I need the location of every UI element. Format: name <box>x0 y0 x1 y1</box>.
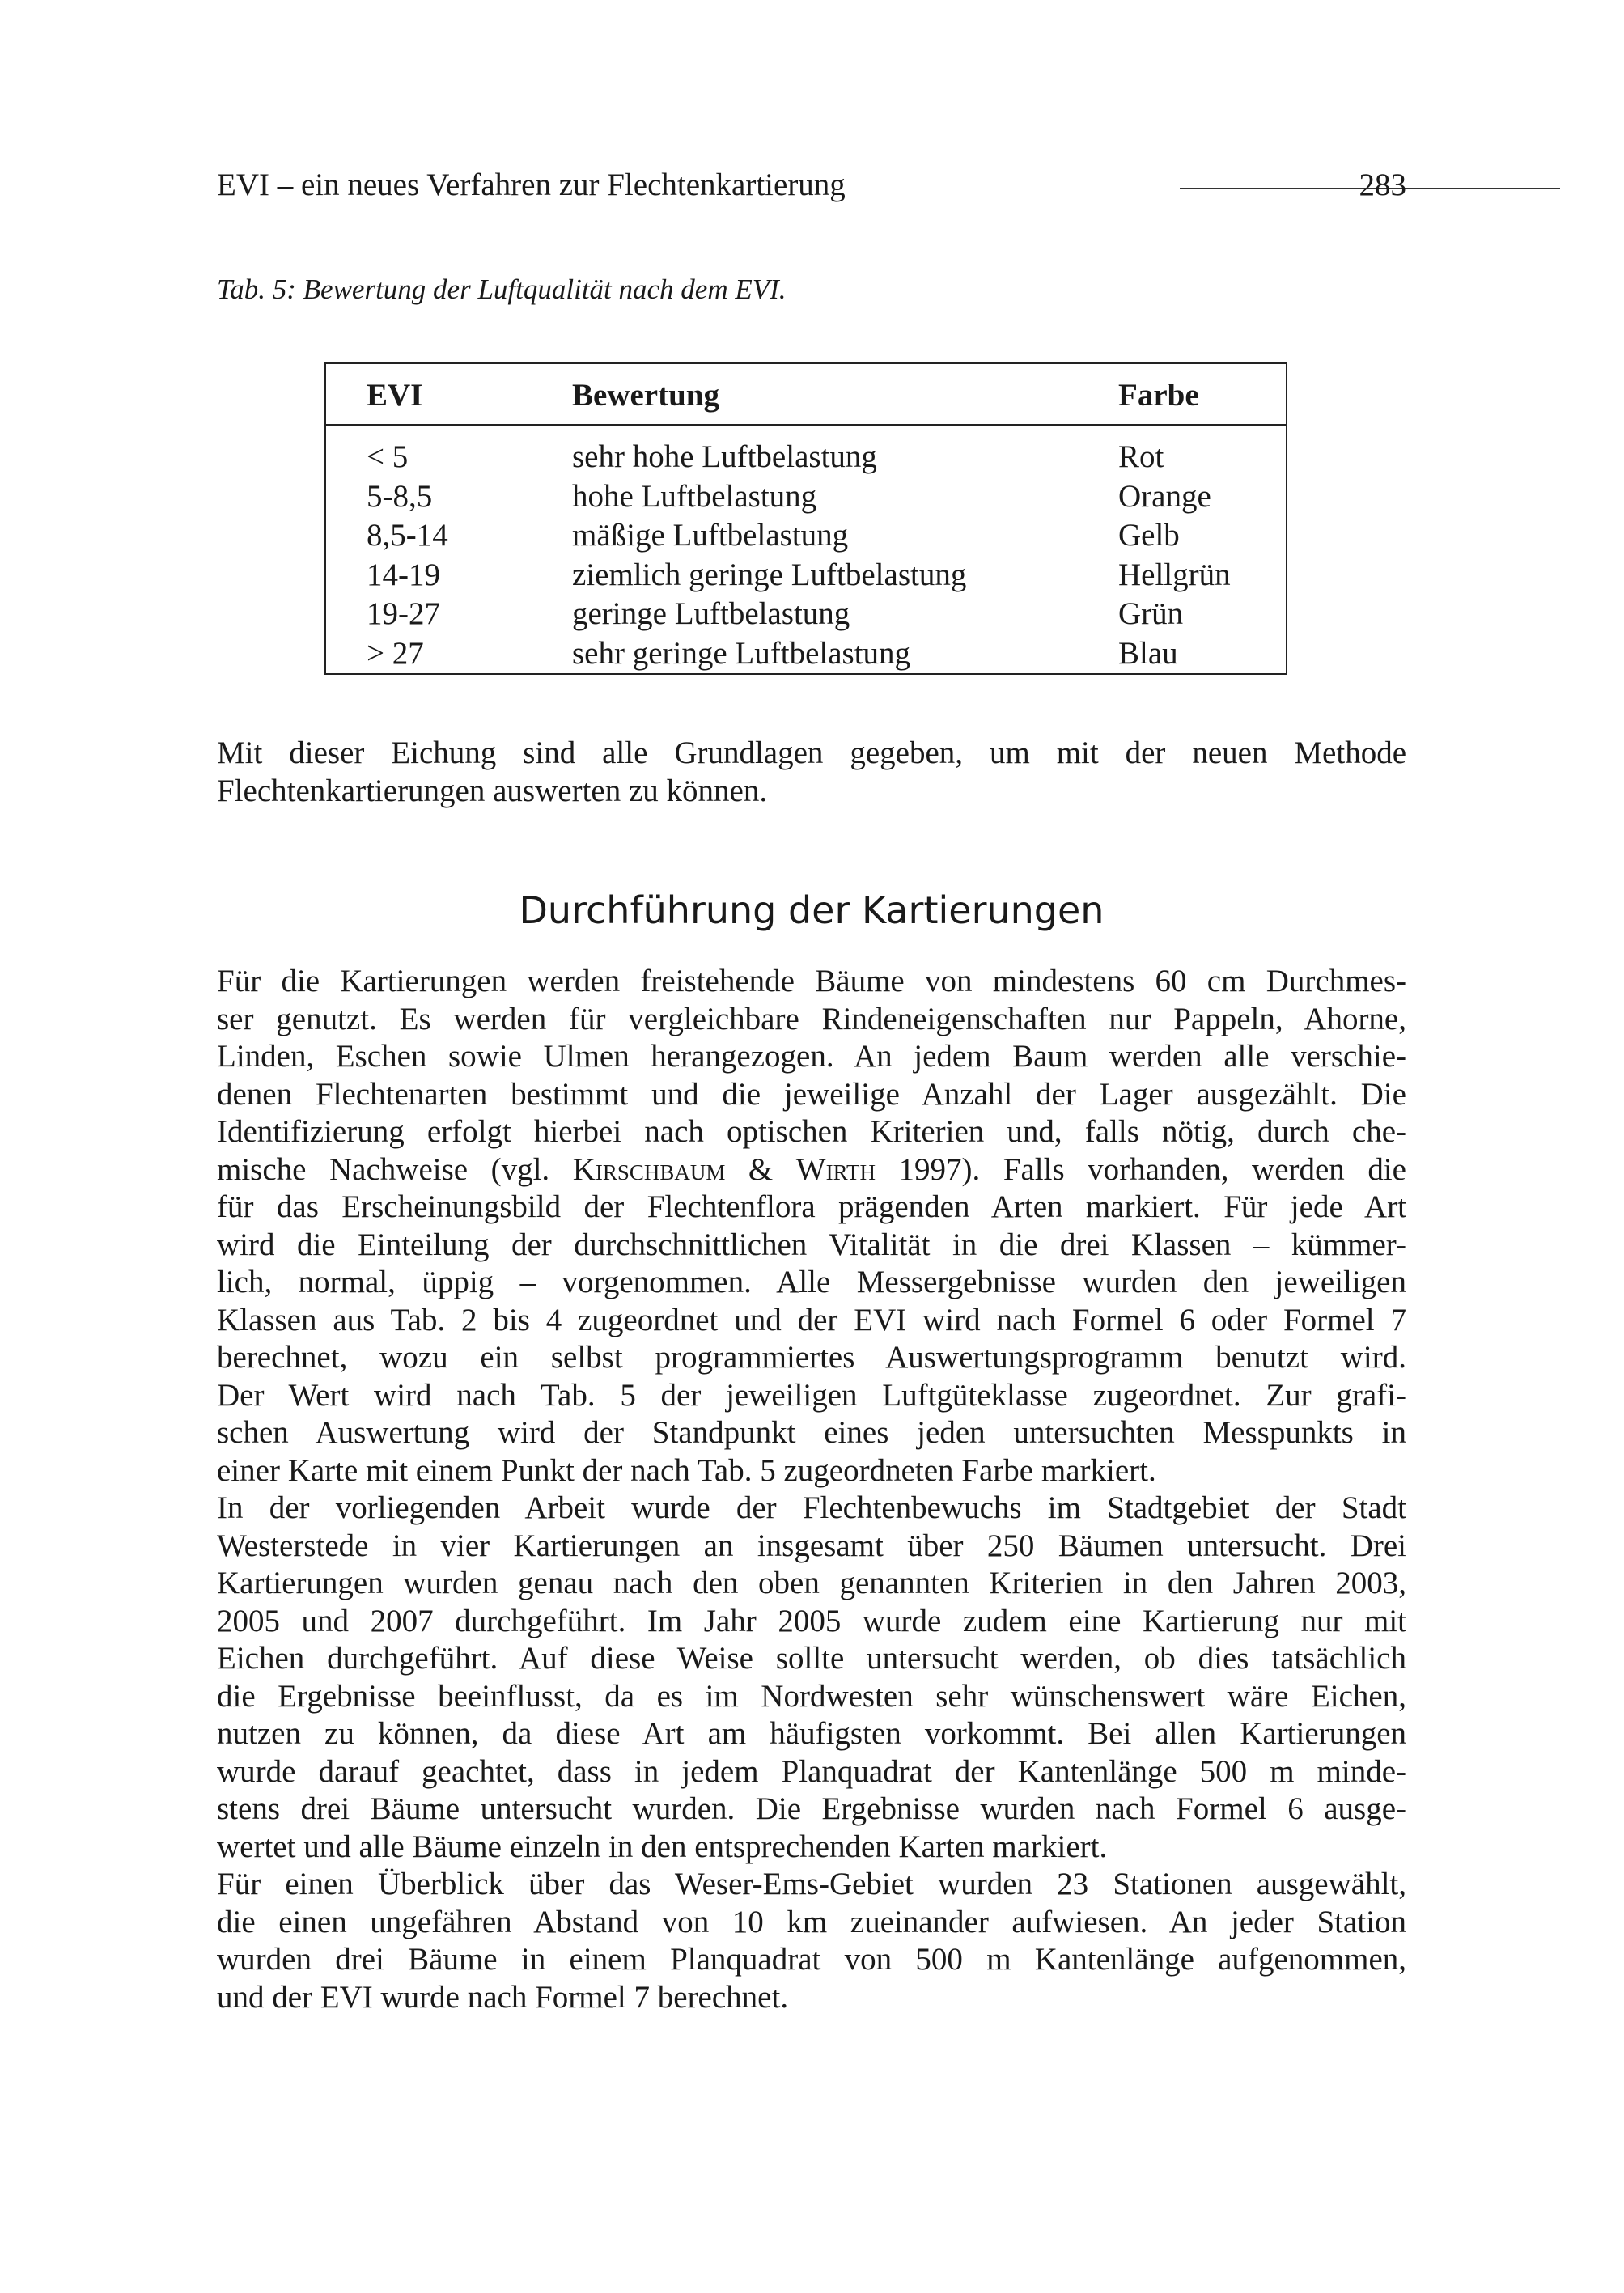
citation-connector: & <box>725 1151 796 1187</box>
page-header <box>217 167 1406 215</box>
text-line: Linden, Eschen sowie Ulmen herangezogen. An jedem Baum werden alle verschie- <box>217 1039 1406 1074</box>
text-line: und der EVI wurde nach Formel 7 berechnet. <box>217 1979 789 2015</box>
cell-farbe: Rot <box>1118 439 1164 474</box>
column-header-evi: EVI <box>367 378 423 413</box>
text-line: lich, normal, üppig – vorgenommen. Alle Messergebnisse wurden den jeweiligen <box>217 1265 1406 1299</box>
cell-evi: < 5 <box>367 439 409 474</box>
text-line: Eichen durchgeführt. Auf diese Weise sollte untersucht werden, ob dies tatsächlich <box>217 1641 1406 1676</box>
text-line: Der Wert wird nach Tab. 5 der jeweiligen Luftgüteklasse zugeordnet. Zur grafi- <box>217 1377 1406 1413</box>
text-line: stens drei Bäume untersucht wurden. Die Ergebnisse wurden nach Formel 6 ausge- <box>217 1791 1406 1826</box>
cell-farbe: Hellgrün <box>1118 557 1231 592</box>
text-line: wurde darauf geachtet, dass in jedem Planquadrat der Kantenlänge 500 m minde- <box>217 1753 1406 1789</box>
text-line-with-citation <box>217 1151 1406 1189</box>
running-title: EVI – ein neues Verfahren zur Flechtenkartierung <box>217 167 846 202</box>
cell-bewertung: sehr geringe Luftbelastung <box>572 635 911 671</box>
text-line: wird die Einteilung der durchschnittlichen Vitalität in die drei Klassen – kümmer- <box>217 1227 1406 1262</box>
text-line: wurden drei Bäume in einem Planquadrat von 500 m Kantenlänge aufgenommen, <box>217 1942 1406 1977</box>
cell-farbe: Grün <box>1118 596 1184 631</box>
text-line: Kartierungen wurden genau nach den oben genannten Kriterien in den Jahren 2003, <box>217 1566 1406 1600</box>
text-line: berechnet, wozu ein selbst programmiertes Auswertungsprogramm benutzt wird. <box>217 1340 1406 1375</box>
text-line: 2005 und 2007 durchgeführt. Im Jahr 2005 wurde zudem eine Kartierung nur mit <box>217 1603 1406 1638</box>
text-line: denen Flechtenarten bestimmt und die jeweilige Anzahl der Lager ausgezählt. Die <box>217 1076 1406 1112</box>
text-line: für das Erscheinungsbild der Flechtenflora prägenden Arten markiert. Für jede Art <box>217 1189 1406 1224</box>
text-line: In der vorliegenden Arbeit wurde der Flechtenbewuchs im Stadtgebiet der Stadt <box>217 1490 1406 1525</box>
text-line: Identifizierung erfolgt hierbei nach optischen Kriterien und, falls nötig, durch che- <box>217 1114 1406 1149</box>
table-row <box>326 596 1286 635</box>
paragraph-overview <box>217 1866 1406 2016</box>
paragraph-methods <box>217 963 1406 1490</box>
text-line: Westerstede in vier Kartierungen an insgesamt über 250 Bäumen untersucht. Drei <box>217 1528 1406 1563</box>
section-heading: Durchführung der Kartierungen <box>519 888 1105 932</box>
text-line: wertet und alle Bäume einzeln in den entsprechenden Karten markiert. <box>217 1829 1108 1864</box>
text-line: Für einen Überblick über das Weser-Ems-Gebiet wurden 23 Stationen ausgewählt, <box>217 1867 1406 1901</box>
evaluation-table <box>324 362 1287 675</box>
text-line: ser genutzt. Es werden für vergleichbare Rindeneigenschaften nur Pappeln, Ahorne, <box>217 1001 1406 1036</box>
citation-author: Wirth <box>795 1151 876 1187</box>
column-header-bewertung: Bewertung <box>572 378 719 413</box>
cell-evi: 5-8,5 <box>367 478 433 514</box>
cell-bewertung: mäßige Luftbelastung <box>572 518 849 553</box>
text-line: Flechtenkartierungen auswerten zu können. <box>217 773 768 808</box>
text-line: Klassen aus Tab. 2 bis 4 zugeordnet und der EVI wird nach Formel 6 oder Formel 7 <box>217 1302 1406 1337</box>
cell-bewertung: ziemlich geringe Luftbelastung <box>572 557 967 592</box>
table-row <box>326 635 1286 675</box>
text-line: schen Auswertung wird der Standpunkt eines jeden untersuchten Messpunkts in <box>217 1415 1406 1450</box>
table-row <box>326 439 1286 478</box>
cell-farbe: Blau <box>1118 635 1178 671</box>
table-body <box>326 439 1286 674</box>
text-line: die einen ungefähren Abstand von 10 km zueinander aufwiesen. An jeder Station <box>217 1904 1406 1939</box>
table-row <box>326 557 1286 596</box>
cell-bewertung: geringe Luftbelastung <box>572 596 850 631</box>
text-line: einer Karte mit einem Punkt der nach Tab. 5 zugeordneten Farbe markiert. <box>217 1452 1156 1488</box>
text-fragment: 1997). Falls vorhanden, werden die <box>875 1151 1406 1187</box>
cell-farbe: Gelb <box>1118 518 1180 553</box>
table-row <box>326 517 1286 557</box>
cell-evi: 14-19 <box>367 557 440 592</box>
intro-paragraph <box>217 735 1406 810</box>
column-header-farbe: Farbe <box>1118 378 1199 413</box>
text-line: Für die Kartierungen werden freistehende Bäume von mindestens 60 cm Durchmes- <box>217 964 1406 998</box>
text-fragment: mische Nachweise (vgl. <box>217 1151 573 1187</box>
citation-author: Kirschbaum <box>572 1151 726 1187</box>
table-header-rule <box>326 424 1286 426</box>
page-number: 283 <box>1359 167 1406 202</box>
cell-farbe: Orange <box>1118 478 1211 514</box>
cell-bewertung: sehr hohe Luftbelastung <box>572 439 877 474</box>
cell-evi: > 27 <box>367 635 424 671</box>
table-caption: Tab. 5: Bewertung der Luftqualität nach dem EVI. <box>217 273 787 305</box>
text-line: Mit dieser Eichung sind alle Grundlagen gegeben, um mit der neuen Methode <box>217 735 1406 770</box>
cell-bewertung: hohe Luftbelastung <box>572 478 817 514</box>
table-row <box>326 478 1286 518</box>
cell-evi: 8,5-14 <box>367 518 448 553</box>
text-line: nutzen zu können, da diese Art am häufigsten vorkommt. Bei allen Kartierungen <box>217 1716 1406 1751</box>
text-line: die Ergebnisse beeinflusst, da es im Nordwesten sehr wünschenswert wäre Eichen, <box>217 1678 1406 1714</box>
cell-evi: 19-27 <box>367 596 440 631</box>
paragraph-study-area <box>217 1490 1406 1866</box>
